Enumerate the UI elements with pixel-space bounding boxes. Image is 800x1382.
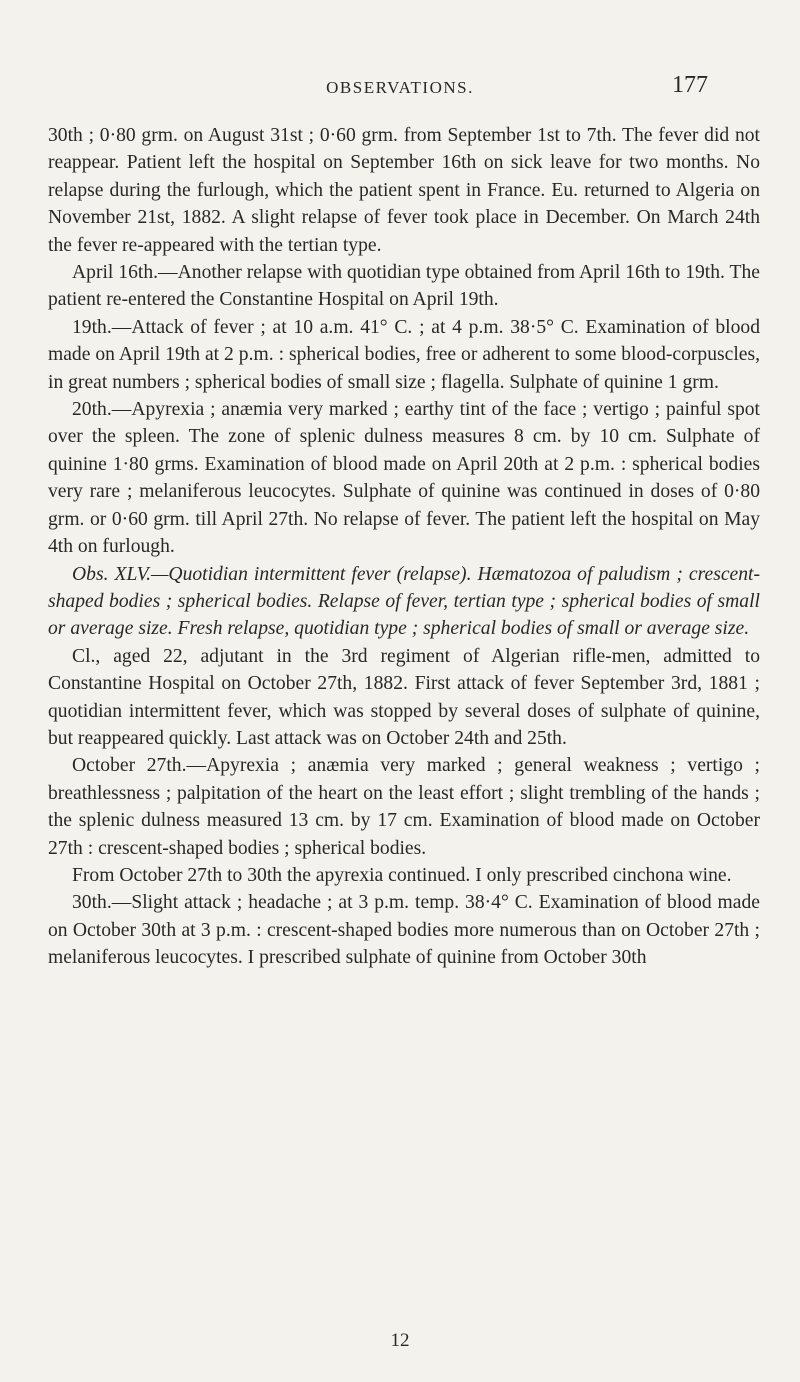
signature-mark: 12 <box>390 1330 410 1351</box>
observation-label: Obs. XLV.— <box>72 563 169 585</box>
paragraph-7: From October 27th to 30th the apyrexia continued. I only prescribed cinchona wine. <box>72 864 732 886</box>
paragraph-2: April 16th.—Another relapse with quotidian type obtained from April 16th to 19th. The patient re-entered the Constantine Hospital on April 19th. <box>48 262 760 311</box>
paragraph-4: 20th.—Apyrexia ; anæmia very marked ; earthy tint of the face ; vertigo ; painful spot over the spleen. The zone of splenic dulness measures 8 cm. by 10 cm. Sulphate of quinine 1·80 grms. Examination of blood made on April 20th at 2 p.m. : spherical bodies very rare ; melaniferous leucocytes. Sulphate of quinine was continued in doses of 0·80 grm. or 0·60 grm. till April 27th. No relapse of fever. The patient left the hospital on May 4th on furlough. <box>48 399 760 558</box>
paragraph-3: 19th.—Attack of fever ; at 10 a.m. 41° C. ; at 4 p.m. 38·5° C. Examination of blood made on April 19th at 2 p.m. : spherical bodies, free or adherent to some blood-corpuscles, in great numbers ; spherical bodies of small size ; flagella. Sulphate of quinine 1 grm. <box>48 316 760 393</box>
paragraph-6: October 27th.—Apyrexia ; anæmia very marked ; general weakness ; vertigo ; breathlessness ; palpitation of the heart on the least effort ; slight trembling of the hands ; the splenic dulness measured 13 cm. by 17 cm. Examination of blood made on October 27th : crescent-shaped bodies ; spherical bodies. <box>48 755 760 859</box>
page-header <box>0 72 800 108</box>
paragraph-8: 30th.—Slight attack ; headache ; at 3 p.m. temp. 38·4° C. Examination of blood made on October 30th at 3 p.m. : crescent-shaped bodies more numerous than on October 27th ; melaniferous leucocytes. I prescribed sulphate of quinine from October 30th <box>48 892 760 969</box>
body-text <box>48 122 760 972</box>
page-number: 177 <box>672 72 708 98</box>
observation-heading <box>48 561 760 643</box>
running-head: OBSERVATIONS. <box>326 78 474 97</box>
paragraph-5: Cl., aged 22, adjutant in the 3rd regiment of Algerian rifle-men, admitted to Constantine Hospital on October 27th, 1882. First attack of fever September 3rd, 1881 ; quotidian intermittent fever, which was stopped by several doses of sulphate of quinine, but reappeared quickly. Last attack was on October 24th and 25th. <box>48 645 760 749</box>
observation-title: Quotidian intermittent fever (relapse). Hæmatozoa of paludism ; crescent-shaped bodies ; spherical bodies. Relapse of fever, tertian type ; spherical bodies of small or average size. Fresh relapse, quotidian type ; spherical bodies of small or average size. <box>48 563 760 640</box>
paragraph-1: 30th ; 0·80 grm. on August 31st ; 0·60 grm. from September 1st to 7th. The fever did not reappear. Patient left the hospital on September 16th on sick leave for two months. No relapse during the furlough, which the patient spent in France. Eu. returned to Algeria on November 21st, 1882. A slight relapse of fever took place in December. On March 24th the fever re-appeared with the tertian type. <box>48 125 760 256</box>
